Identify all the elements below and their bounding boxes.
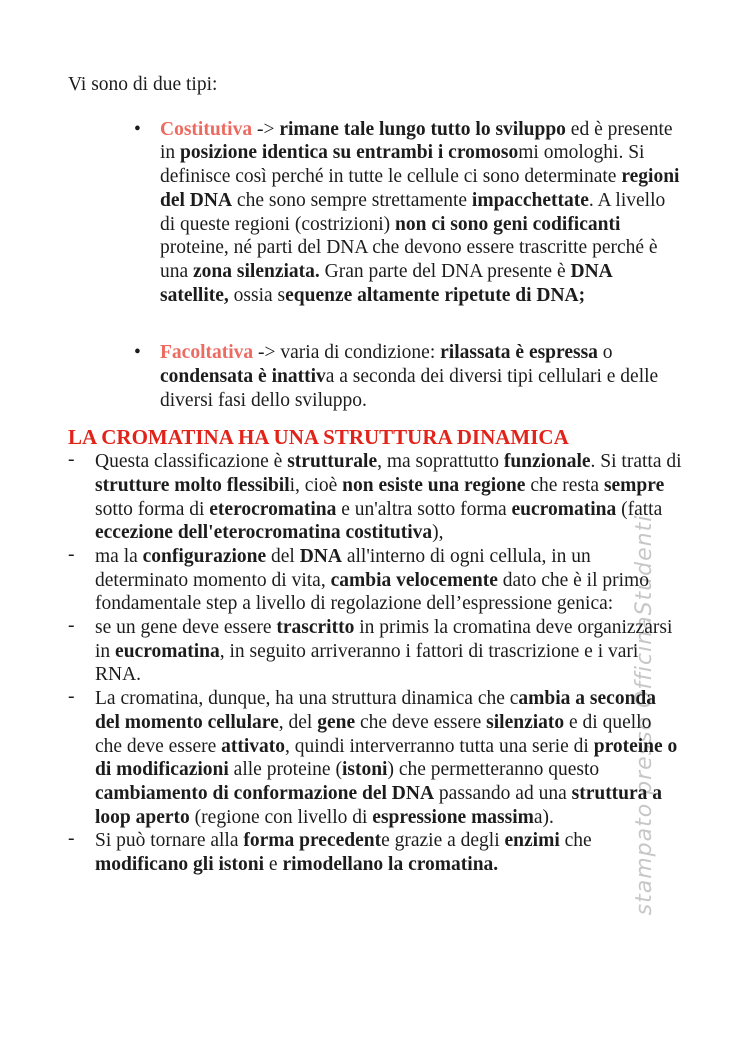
bold-text: modificano gli istoni bbox=[95, 854, 265, 876]
body-text: -> bbox=[252, 118, 280, 140]
intro-paragraph bbox=[68, 73, 683, 97]
bold-text: attivato bbox=[221, 735, 286, 757]
body-text: del bbox=[266, 545, 300, 567]
dash-item-text bbox=[95, 546, 649, 614]
dash-item-text bbox=[95, 617, 672, 685]
bold-text: sempre bbox=[603, 474, 665, 496]
bold-text: rimodellano la cromatina. bbox=[282, 854, 499, 876]
dash-item-text bbox=[95, 688, 677, 828]
bullet-item-text bbox=[160, 119, 679, 306]
bullet-marker-icon: • bbox=[134, 118, 141, 140]
body-text: , ma soprattutto bbox=[377, 451, 504, 473]
section-heading: LA CROMATINA HA UNA STRUTTURA DINAMICA bbox=[68, 425, 569, 450]
body-text: ed è presente in bbox=[160, 118, 673, 164]
bullet-item-text bbox=[160, 342, 658, 410]
bullet-marker-icon: • bbox=[134, 342, 141, 364]
bold-text: eccezione dell'eterocromatina costitutiva bbox=[95, 522, 433, 544]
body-text: dato che è il primo fondamentale step a livello di regolazione dell’espressione genica: bbox=[95, 569, 649, 615]
body-text: ossia s bbox=[228, 284, 286, 306]
keyword-term: Facoltativa bbox=[160, 342, 254, 364]
body-text: a a seconda dei diversi tipi cellulari e delle diversi fasi dello sviluppo. bbox=[160, 366, 659, 411]
dash-item-text bbox=[95, 830, 592, 875]
bold-text: strutturale bbox=[287, 451, 378, 473]
bold-text: condensata è inattiv bbox=[160, 366, 326, 388]
body-text: che sono sempre strettamente bbox=[232, 189, 472, 211]
body-text: , del bbox=[278, 711, 318, 733]
body-text: . A livello di queste regioni (costrizioni) bbox=[160, 189, 666, 235]
dash-marker-icon: - bbox=[68, 828, 75, 850]
bold-text: cambia velocemente bbox=[330, 569, 498, 591]
bold-text: struttura a loop aperto bbox=[95, 782, 663, 828]
bold-text: eucromatina bbox=[115, 640, 220, 662]
bold-text: forma precedent bbox=[243, 830, 382, 852]
body-text: che deve essere bbox=[355, 711, 487, 733]
body-text: all'interno di ogni cellula, in un determinato momento di vita, bbox=[95, 545, 591, 591]
body-text: , quindi interverranno tutta una serie di bbox=[285, 735, 594, 757]
bold-text: strutture molto flessibil bbox=[95, 474, 290, 496]
bold-text: cambiamento di conformazione del DNA bbox=[95, 782, 435, 804]
bold-text: regioni del DNA bbox=[160, 166, 680, 211]
bold-text: espressione massim bbox=[372, 806, 534, 828]
bold-text: zona silenziata. bbox=[193, 260, 320, 282]
bold-text: rilassata è espressa bbox=[440, 342, 598, 364]
bold-text: istoni bbox=[341, 759, 388, 781]
document-content bbox=[68, 73, 683, 877]
dash-item-classificazione bbox=[68, 450, 683, 545]
keyword-term: Costitutiva bbox=[160, 118, 253, 140]
body-text: e grazie a degli bbox=[381, 830, 505, 852]
body-text: alle proteine ( bbox=[228, 759, 342, 781]
bold-text: trascritto bbox=[276, 617, 355, 639]
dash-marker-icon: - bbox=[68, 449, 75, 471]
bold-text: DNA satellite, bbox=[160, 260, 612, 306]
body-text: ), bbox=[432, 522, 444, 544]
body-text: e bbox=[264, 854, 283, 876]
body-text: -> varia di condizione: bbox=[253, 342, 441, 364]
bold-text: rimane tale lungo tutto lo sviluppo bbox=[279, 118, 566, 140]
bold-text: posizione identica su entrambi i cromoso bbox=[180, 142, 519, 164]
bold-text: eterocromatina bbox=[209, 498, 337, 520]
bold-text: gene bbox=[317, 711, 356, 733]
body-text: passando ad una bbox=[434, 782, 572, 804]
body-text: Vi sono di due tipi: bbox=[68, 74, 218, 95]
bold-text: funzionale bbox=[503, 451, 591, 473]
body-text: e di quello che deve essere bbox=[95, 711, 652, 757]
bold-text: proteine o di modificazioni bbox=[95, 735, 678, 781]
body-text: o bbox=[597, 342, 613, 364]
body-text: e un'altra sotto forma bbox=[336, 498, 512, 520]
watermark: stampato presso OfficinaStudenti bbox=[632, 514, 658, 916]
bold-text: impacchettate bbox=[471, 189, 589, 211]
body-text: i, cioè bbox=[289, 474, 343, 496]
bold-text: ambia a seconda del momento cellulare bbox=[95, 688, 657, 733]
dash-marker-icon: - bbox=[68, 686, 75, 708]
bullet-list bbox=[68, 118, 683, 413]
body-text: Si può tornare alla bbox=[95, 830, 244, 852]
bold-text: silenziato bbox=[486, 711, 565, 733]
dash-list bbox=[68, 450, 683, 877]
dash-item-forma-precedente bbox=[68, 829, 683, 876]
dash-marker-icon: - bbox=[68, 615, 75, 637]
body-text: proteine, né parti del DNA che devono essere trascritte perché è una bbox=[160, 237, 658, 282]
bold-text: enzimi bbox=[504, 830, 560, 852]
body-text: Questa classificazione è bbox=[95, 451, 288, 473]
dash-marker-icon: - bbox=[68, 543, 75, 565]
dash-item-configurazione bbox=[68, 545, 683, 616]
body-text: in primis la cromatina deve organizzarsi in bbox=[95, 617, 673, 662]
dash-item-trascrizione bbox=[68, 616, 683, 687]
body-text: ) che permetteranno questo bbox=[387, 759, 600, 781]
bold-text: DNA bbox=[299, 545, 342, 567]
bold-text: non ci sono geni codificanti bbox=[395, 213, 621, 235]
bullet-item-costitutiva bbox=[68, 118, 683, 308]
bold-text: eucromatina bbox=[511, 498, 617, 520]
body-text: a). bbox=[533, 806, 554, 828]
bold-text: configurazione bbox=[142, 545, 267, 567]
body-text: Gran parte del DNA presente è bbox=[319, 260, 571, 282]
body-text: mi omologhi. Si definisce così perché in tutte le cellule ci sono determinate bbox=[160, 142, 645, 188]
body-text: . Si tratta di bbox=[590, 451, 682, 473]
dash-item-struttura-dinamica bbox=[68, 687, 683, 829]
body-text: La cromatina, dunque, ha una struttura dinamica che c bbox=[95, 688, 519, 710]
body-text: che resta bbox=[525, 474, 604, 496]
body-text: ma la bbox=[95, 545, 143, 567]
body-text: che bbox=[559, 830, 592, 852]
body-text: (fatta bbox=[616, 498, 663, 520]
body-text: sotto forma di bbox=[95, 498, 210, 520]
body-text: se un gene deve essere bbox=[95, 617, 277, 639]
body-text: , in seguito arriveranno i fattori di trascrizione e i vari RNA. bbox=[95, 640, 639, 686]
body-text: (regione con livello di bbox=[189, 806, 373, 828]
dash-item-text bbox=[95, 451, 682, 543]
bold-text: non esiste una regione bbox=[342, 474, 526, 496]
bold-text: equenze altamente ripetute di DNA; bbox=[285, 284, 586, 306]
bullet-item-facoltativa bbox=[68, 341, 683, 412]
